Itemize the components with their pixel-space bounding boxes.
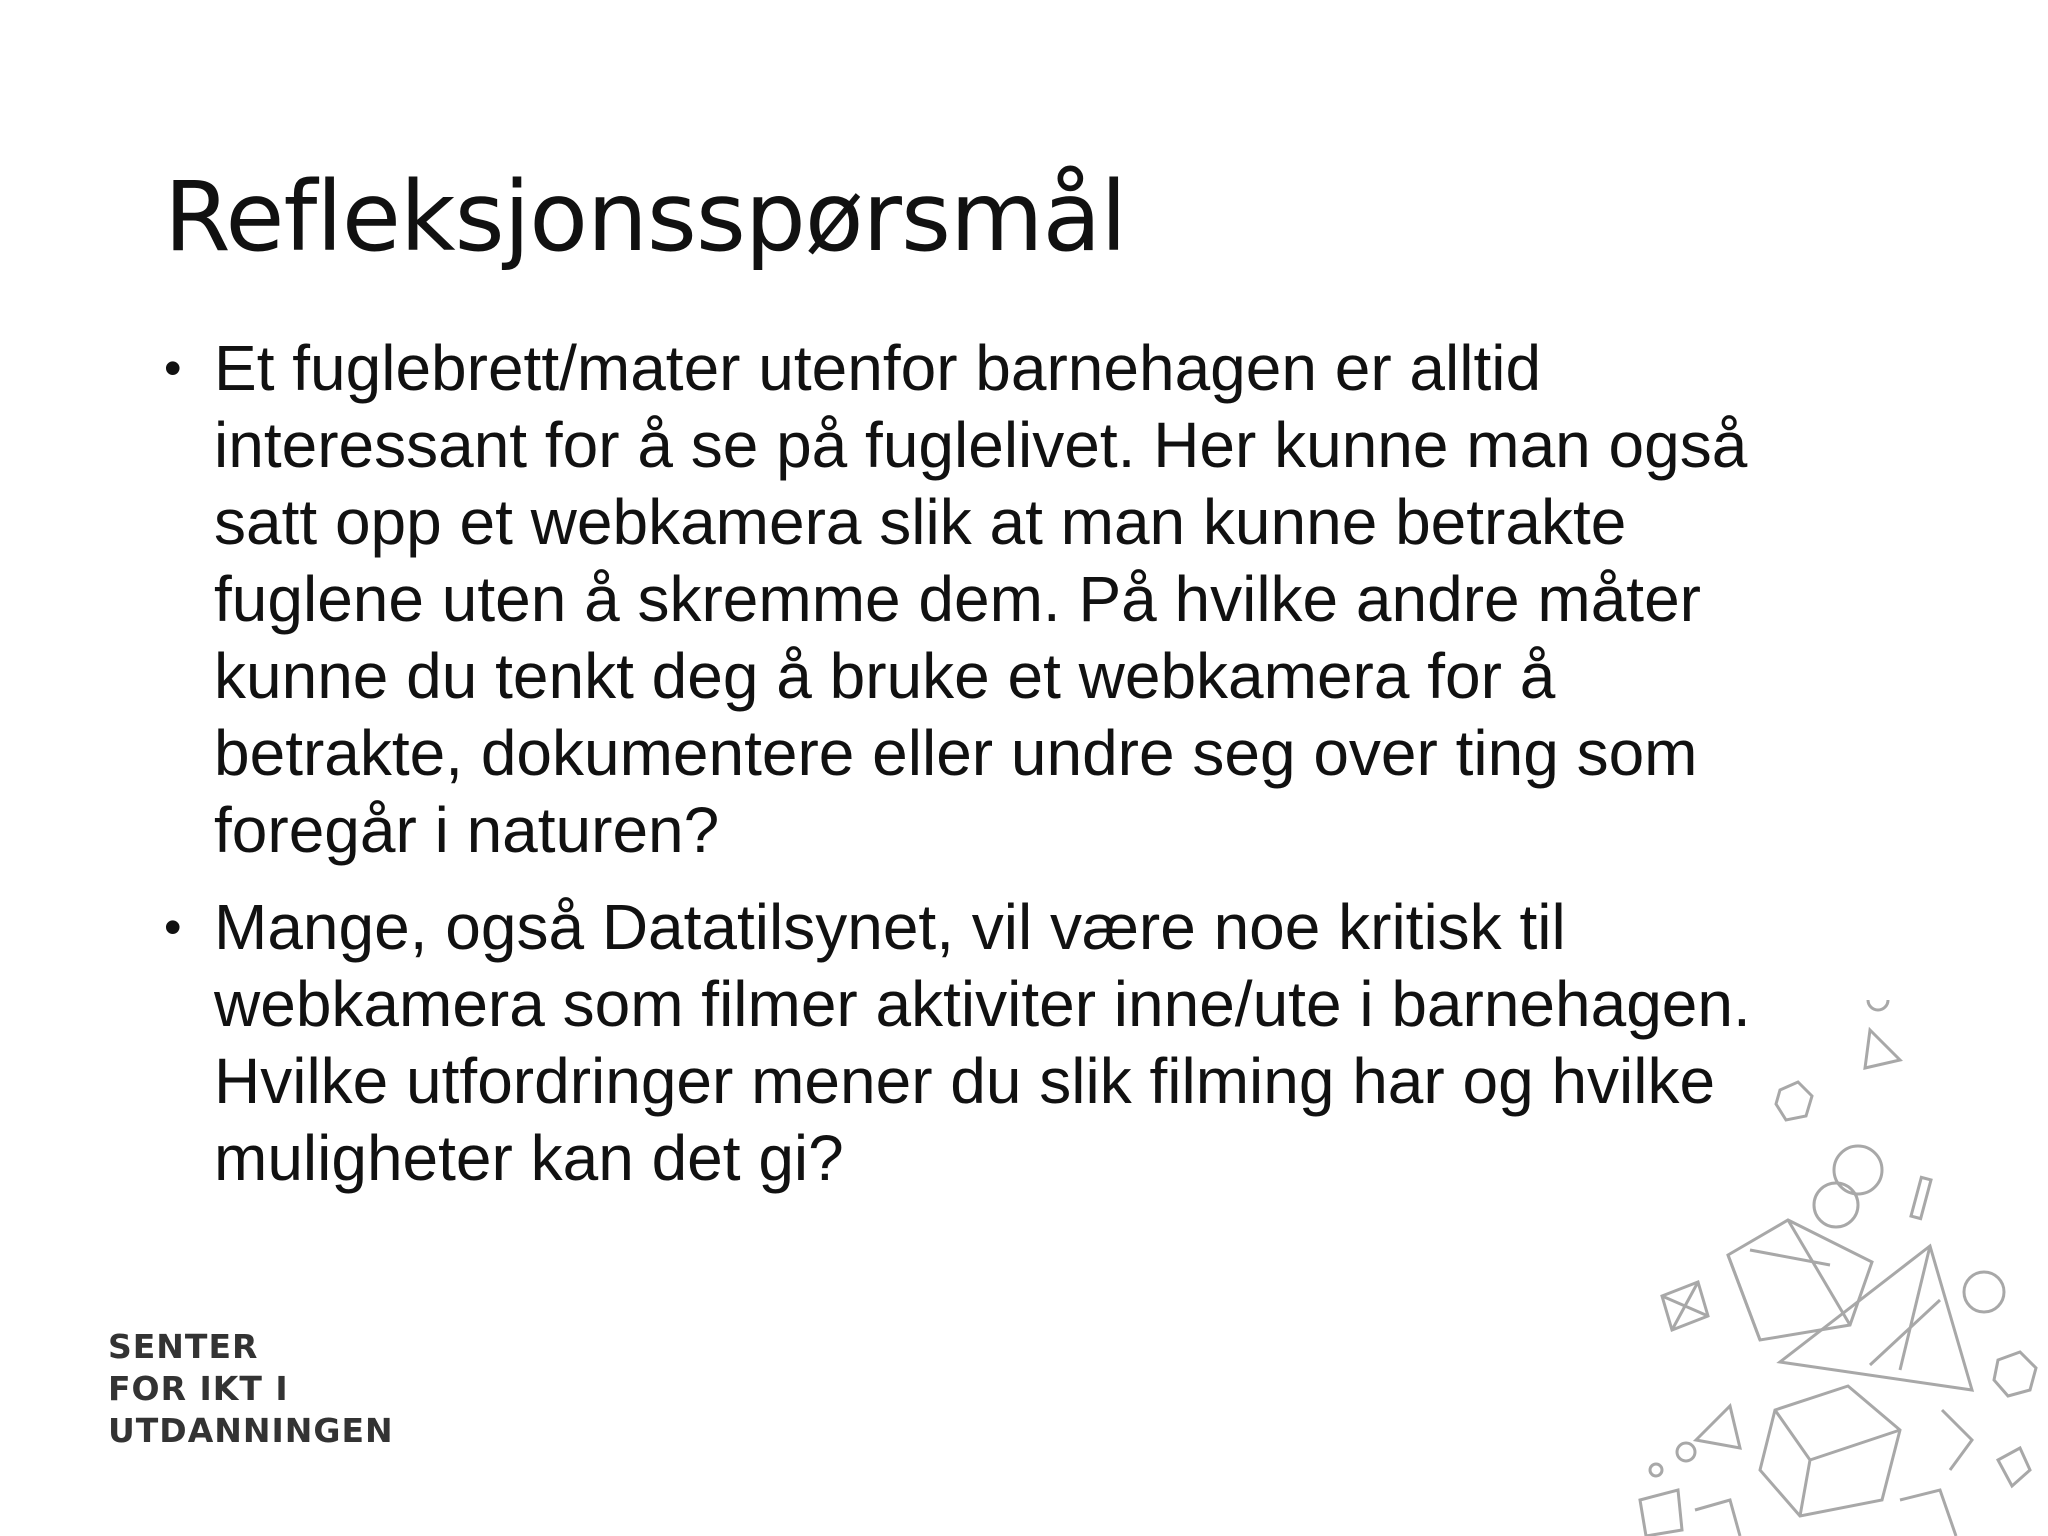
logo-line: SENTER — [108, 1327, 259, 1366]
bullet-list — [164, 330, 1804, 1217]
geometric-shapes-decoration — [1600, 1000, 2048, 1536]
logo-line: UTDANNINGEN — [108, 1411, 394, 1450]
senter-for-ikt-logo — [108, 1326, 394, 1452]
bullet-icon: • — [164, 899, 182, 955]
bullet-item — [164, 330, 1804, 869]
bullet-text: Et fuglebrett/mater utenfor barnehagen er alltid interessant for å se på fuglelivet. Her kunne man også satt opp et webkamera slik at man kunne betrakte fuglene uten å skremme dem. På hvilke andre måter kunne du tenkt deg å bruke et webkamera for å betrakte, dokumentere eller undre seg over ting som foregår i naturen? — [214, 332, 1748, 866]
bullet-text: Mange, også Datatilsynet, vil være noe kritisk til webkamera som filmer aktiviter inne/ute i barnehagen. Hvilke utfordringer mener du slik filming har og hvilke muligheter kan det gi? — [214, 891, 1751, 1194]
logo-line: FOR IKT I — [108, 1369, 289, 1408]
bullet-icon: • — [164, 340, 182, 396]
slide-title: Refleksjonsspørsmål — [164, 161, 1127, 273]
bullet-item — [164, 889, 1804, 1197]
